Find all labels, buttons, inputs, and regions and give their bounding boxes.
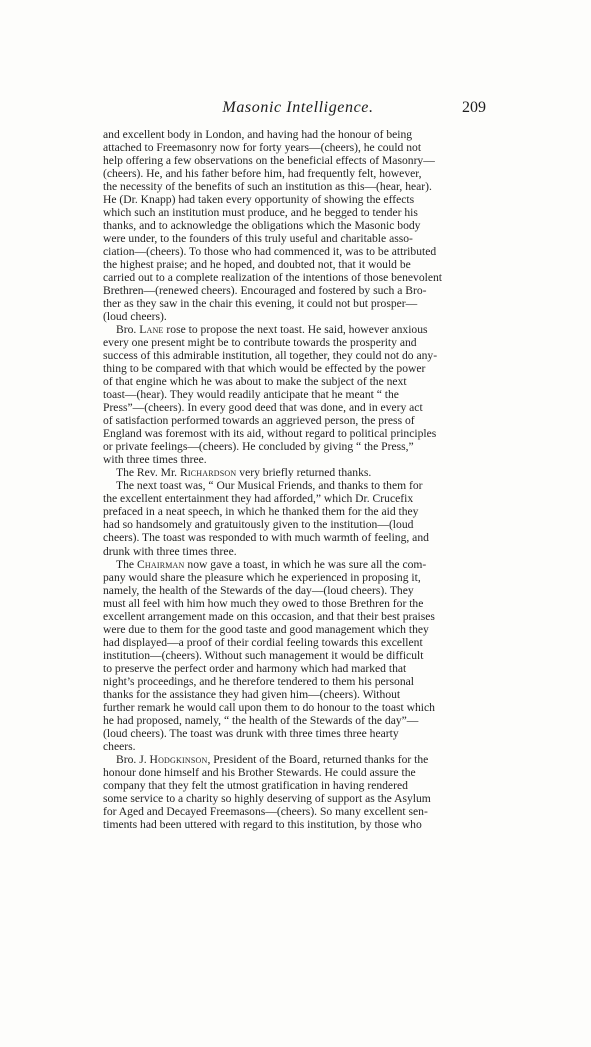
text-line: to preserve the perfect order and harmony which had marked that (103, 661, 407, 675)
text-line: thing to be compared with that which would be effected by the power (103, 362, 426, 376)
text-line: (loud cheers). The toast was drunk with three times three hearty (103, 726, 399, 740)
text-line: for Aged and Decayed Freemasons—(cheers). So many excellent sen- (103, 804, 428, 818)
text-line: The Chairman now gave a toast, in which he was sure all the com- (116, 557, 427, 571)
line-text: very briefly returned thanks. (239, 466, 372, 480)
text-line: further remark he would call upon them to do honour to the toast which (103, 700, 435, 714)
text-line: the excellent entertainment they had afforded,” which Dr. Crucefix (103, 492, 414, 506)
text-line: namely, the health of the Stewards of the day—(loud cheers). They (103, 583, 414, 597)
running-title: Masonic Intelligence. (222, 99, 374, 116)
text-line: success of this admirable institution, all together, they could not do any- (103, 349, 438, 363)
text-line: England was foremost with its aid, without regard to political principles (103, 427, 437, 441)
text-line: the highest praise; and he hoped, and doubted not, that it would be (103, 258, 411, 272)
text-line: ciation—(cheers). To those who had commenced it, was to be attributed (103, 245, 437, 259)
text-line: Press”—(cheers). In every good deed that was done, and in every act (103, 401, 423, 415)
speaker-name: Richardson (179, 466, 237, 480)
text-line: of satisfaction performed towards an aggrieved person, the press of (103, 414, 415, 428)
text-line: some service to a charity so highly deserving of support as the Asylum (103, 791, 431, 805)
text-line: He (Dr. Knapp) had taken every opportunity of showing the effects (103, 193, 415, 207)
text-line: The next toast was, “ Our Musical Friends, and thanks to them for (116, 479, 423, 493)
text-line: attached to Freemasonry now for forty years—(cheers), he could not (103, 141, 422, 155)
text-line: excellent arrangement made on this occasion, and that their best praises (103, 609, 435, 623)
text-line: (loud cheers). (103, 310, 167, 324)
text-line: (cheers). He, and his father before him, had frequently felt, however, (103, 167, 422, 181)
text-line: help offering a few observations on the beneficial effects of Masonry— (103, 154, 435, 168)
text-line: or private feelings—(cheers). He concluded by giving “ the Press,” (103, 440, 414, 454)
text-line: The Rev. Mr. Richardson very briefly returned thanks. (116, 466, 372, 480)
text-line: must all feel with him how much they owed to those Brethren for the (103, 596, 424, 610)
text-line: Bro. Lane rose to propose the next toast. He said, however anxious (116, 323, 428, 337)
speaker-name: Chairman (136, 557, 185, 571)
text-column (103, 128, 486, 831)
text-line: Brethren—(renewed cheers). Encouraged and fostered by such a Bro- (103, 284, 427, 298)
text-line: with three times three. (103, 453, 207, 467)
text-line: the necessity of the benefits of such an institution as this—(hear, hear). (103, 180, 432, 194)
paragraph-rev-richardson (103, 466, 486, 479)
line-text: rose to propose the next toast. He said, however anxious (166, 323, 428, 337)
line-text: President of the Board, returned thanks for the (213, 752, 429, 766)
running-head (110, 99, 486, 119)
text-line: had displayed—a proof of their cordial feeling towards this excellent (103, 635, 423, 649)
text-line: which such an institution must produce, and he begged to tender his (103, 206, 418, 220)
text-line: toast—(hear). They would readily anticipate that he meant “ the (103, 388, 399, 402)
line-text: now gave a toast, in which he was sure all the com- (187, 557, 427, 571)
text-line: drunk with three times three. (103, 544, 237, 558)
text-line: were due to them for the good taste and good management which they (103, 622, 429, 636)
text-line: thanks, and to acknowledge the obligations which the Masonic body (103, 219, 421, 233)
text-line: he had proposed, namely, “ the health of the Stewards of the day”— (103, 713, 419, 727)
paragraph-bro-lane (103, 323, 486, 466)
text-line: company that they felt the utmost gratification in having rendered (103, 778, 408, 792)
speaker-name: Hodgkinson (149, 752, 208, 766)
text-line: were under, to the founders of this truly useful and charitable asso- (103, 232, 413, 246)
paragraph-musical-friends (103, 479, 486, 557)
text-line: prefaced in a neat speech, in which he thanked them for the aid they (103, 505, 419, 519)
speaker-name: Lane (139, 323, 164, 337)
paragraph-bro-hodgkinson (103, 753, 486, 831)
text-line: institution—(cheers). Without such management it would be difficult (103, 648, 424, 662)
text-line: Bro. J. Hodgkinson, President of the Board, returned thanks for the (116, 752, 429, 766)
text-line: night’s proceedings, and he therefore tendered to them his personal (103, 674, 414, 688)
text-line: carried out to a complete realization of the intentions of those benevolent (103, 271, 442, 285)
text-line: pany would share the pleasure which he experienced in proposing it, (103, 570, 421, 584)
text-line: thanks for the assistance they had given him—(cheers). Without (103, 687, 401, 701)
text-line: every one present might be to contribute towards the prosperity and (103, 336, 417, 350)
text-line: cheers. (103, 739, 136, 753)
paragraph-continuation (103, 128, 486, 323)
text-line: timents had been uttered with regard to this institution, by those who (103, 817, 422, 831)
text-line: honour done himself and his Brother Stewards. He could assure the (103, 765, 416, 779)
text-line: had so handsomely and gratuitously given to the institution—(loud (103, 518, 414, 532)
text-line: of that engine which he was about to make the subject of the next (103, 375, 407, 389)
text-line: ther as they saw in the chair this evening, it could not but prosper— (103, 297, 418, 311)
page-number: 209 (462, 99, 486, 116)
text-line: cheers). The toast was responded to with much warmth of feeling, and (103, 531, 429, 545)
paragraph-chairman (103, 558, 486, 753)
text-line: and excellent body in London, and having had the honour of being (103, 128, 413, 141)
